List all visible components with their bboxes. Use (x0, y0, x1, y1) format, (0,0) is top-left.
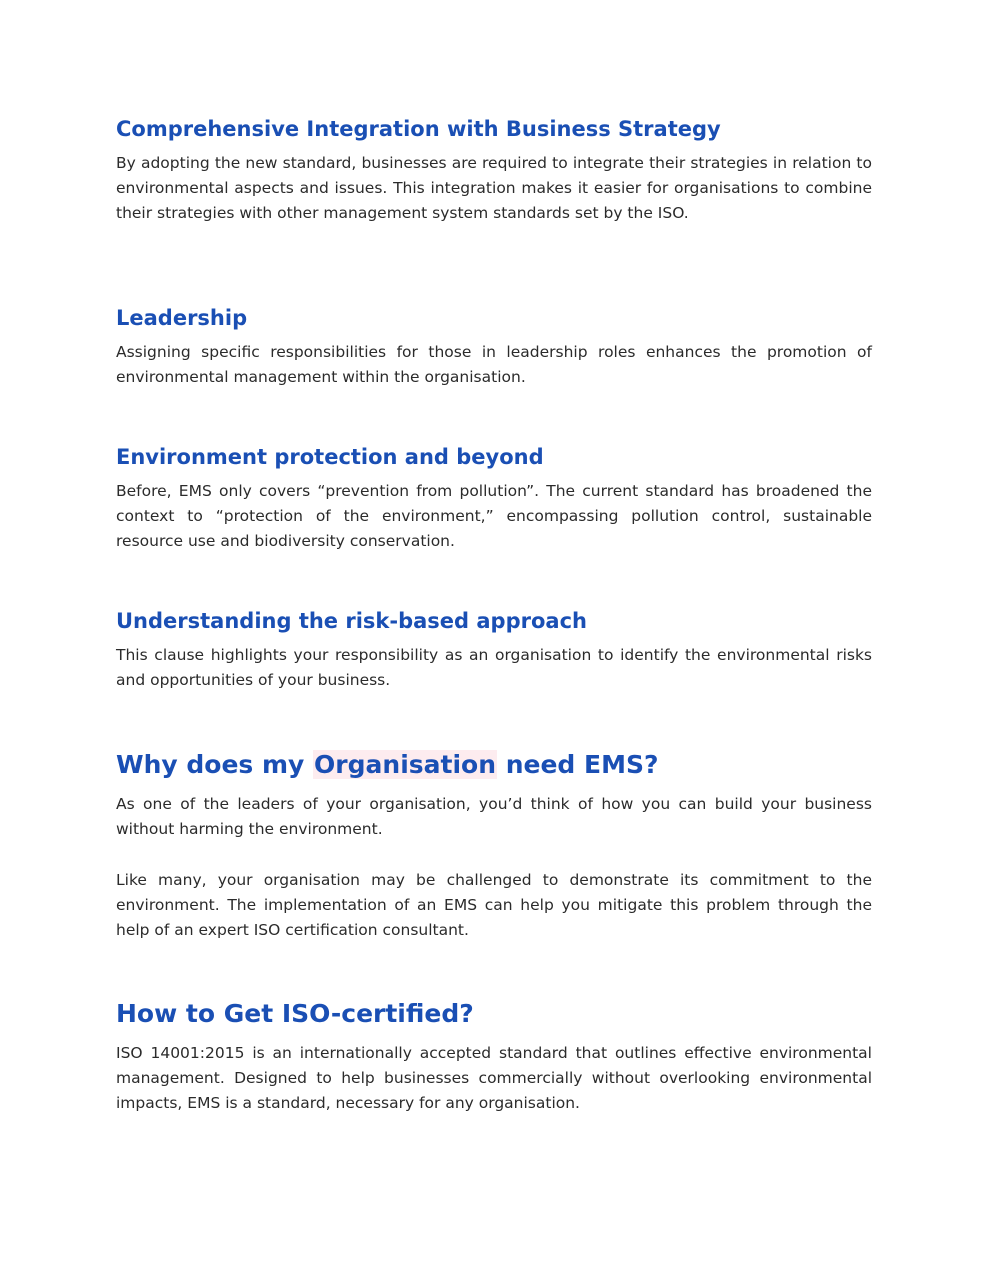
heading-risk-based-approach: Understanding the risk-based approach (116, 609, 587, 633)
heading-leadership: Leadership (116, 306, 248, 330)
section-leadership (116, 304, 872, 390)
heading-environment-protection: Environment protection and beyond (116, 445, 544, 469)
heading-get-certified: How to Get ISO-certified? (116, 999, 474, 1028)
paragraph-get-certified: ISO 14001:2015 is an internationally accepted standard that outlines effective environmental management. Designed to help businesses commercially without overlooking environmental impacts, EMS is a standard, necessary for any organisation. (116, 1044, 872, 1112)
heading-why-ems-post: need EMS? (497, 750, 659, 779)
section-why-ems (116, 748, 872, 943)
section-risk-based-approach (116, 607, 872, 693)
paragraph-why-ems-1: As one of the leaders of your organisation, you’d think of how you can build your business without harming the environment. (116, 795, 872, 838)
heading-business-strategy: Comprehensive Integration with Business Strategy (116, 117, 721, 141)
heading-why-ems-pre: Why does my (116, 750, 314, 779)
section-business-strategy (116, 115, 872, 226)
paragraph-risk-based-approach: This clause highlights your responsibility as an organisation to identify the environmental risks and opportunities of your business. (116, 646, 872, 689)
section-environment-protection (116, 443, 872, 554)
paragraph-environment-protection: Before, EMS only covers “prevention from pollution”. The current standard has broadened the context to “protection of the environment,” encompassing pollution control, sustainable resource use and biodiversity conservation. (116, 482, 872, 550)
paragraph-leadership: Assigning specific responsibilities for those in leadership roles enhances the promotion of environmental management within the organisation. (116, 343, 872, 386)
highlighted-word: Organisation (314, 750, 497, 779)
paragraph-why-ems-2: Like many, your organisation may be challenged to demonstrate its commitment to the environment. The implementation of an EMS can help you mitigate this problem through the help of an expert ISO certification consultant. (116, 871, 872, 939)
section-get-certified (116, 997, 872, 1116)
heading-why-ems (116, 748, 872, 782)
paragraph-business-strategy: By adopting the new standard, businesses are required to integrate their strategies in relation to environmental aspects and issues. This integration makes it easier for organisations to combine their strategies with other management system standards set by the ISO. (116, 154, 872, 222)
